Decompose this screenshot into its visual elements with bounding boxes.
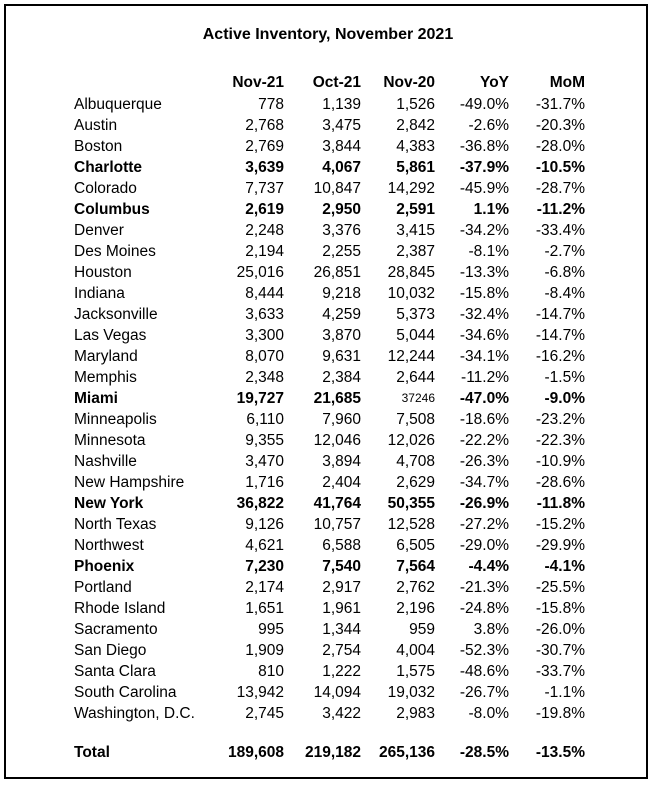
table-row xyxy=(6,493,650,514)
row-name: San Diego xyxy=(74,642,147,659)
row-name: Des Moines xyxy=(74,243,156,260)
row-name: Washington, D.C. xyxy=(74,705,195,722)
row-nov20: 7,564 xyxy=(396,558,435,575)
row-oct21: 9,631 xyxy=(322,348,361,365)
row-mom: -9.0% xyxy=(544,390,585,407)
total-label: Total xyxy=(74,744,110,761)
row-yoy: -45.9% xyxy=(459,180,509,197)
row-mom: -20.3% xyxy=(535,117,585,134)
row-yoy: 3.8% xyxy=(473,621,509,638)
row-nov21: 4,621 xyxy=(245,537,284,554)
row-oct21: 2,404 xyxy=(322,474,361,491)
row-yoy: -34.7% xyxy=(459,474,509,491)
row-name: North Texas xyxy=(74,516,157,533)
row-nov21: 810 xyxy=(258,663,284,680)
row-nov20: 6,505 xyxy=(396,537,435,554)
table-row xyxy=(6,367,650,388)
row-nov20: 959 xyxy=(409,621,435,638)
row-yoy: -4.4% xyxy=(468,558,509,575)
row-nov21: 19,727 xyxy=(236,390,284,407)
row-nov21: 2,745 xyxy=(245,705,284,722)
header-nov20: Nov-20 xyxy=(383,74,435,91)
total-mom: -13.5% xyxy=(535,744,585,761)
row-nov20: 4,708 xyxy=(396,453,435,470)
table-row xyxy=(6,157,650,178)
row-name: Minnesota xyxy=(74,432,146,449)
row-nov21: 3,470 xyxy=(245,453,284,470)
row-yoy: -36.8% xyxy=(459,138,509,155)
row-yoy: -13.3% xyxy=(459,264,509,281)
row-nov20: 2,644 xyxy=(396,369,435,386)
row-name: Rhode Island xyxy=(74,600,166,617)
row-mom: -33.7% xyxy=(535,663,585,680)
row-nov20: 2,842 xyxy=(396,117,435,134)
row-name: Nashville xyxy=(74,453,137,470)
row-yoy: -8.0% xyxy=(468,705,509,722)
row-mom: -6.8% xyxy=(544,264,585,281)
row-oct21: 4,259 xyxy=(322,306,361,323)
row-nov21: 9,355 xyxy=(245,432,284,449)
row-name: Maryland xyxy=(74,348,138,365)
row-nov20: 1,575 xyxy=(396,663,435,680)
header-nov21: Nov-21 xyxy=(232,74,284,91)
row-yoy: -11.2% xyxy=(461,369,509,386)
inventory-table-frame xyxy=(4,4,648,779)
row-yoy: -15.8% xyxy=(459,285,509,302)
table-row xyxy=(6,220,650,241)
row-oct21: 4,067 xyxy=(322,159,361,176)
row-oct21: 9,218 xyxy=(322,285,361,302)
total-oct21: 219,182 xyxy=(304,744,361,761)
row-mom: -15.2% xyxy=(535,516,585,533)
total-yoy: -28.5% xyxy=(459,744,509,761)
row-oct21: 3,422 xyxy=(322,705,361,722)
row-yoy: -34.1% xyxy=(459,348,509,365)
row-nov21: 36,822 xyxy=(236,495,284,512)
row-mom: -14.7% xyxy=(535,306,585,323)
row-nov21: 8,444 xyxy=(245,285,284,302)
table-row xyxy=(6,241,650,262)
row-nov21: 25,016 xyxy=(236,264,284,281)
row-nov20: 2,983 xyxy=(396,705,435,722)
table-row xyxy=(6,682,650,703)
row-mom: -11.8% xyxy=(536,495,585,512)
row-mom: -4.1% xyxy=(544,558,585,575)
row-oct21: 10,847 xyxy=(313,180,361,197)
row-oct21: 1,961 xyxy=(322,600,361,617)
row-mom: -19.8% xyxy=(535,705,585,722)
row-mom: -25.5% xyxy=(535,579,585,596)
row-nov21: 995 xyxy=(258,621,284,638)
table-row xyxy=(6,619,650,640)
row-nov21: 2,768 xyxy=(245,117,284,134)
table-row xyxy=(6,262,650,283)
row-oct21: 2,950 xyxy=(322,201,361,218)
row-yoy: -8.1% xyxy=(468,243,509,260)
row-nov21: 8,070 xyxy=(245,348,284,365)
table-row xyxy=(6,94,650,115)
row-oct21: 1,344 xyxy=(322,621,361,638)
row-nov20: 14,292 xyxy=(387,180,435,197)
row-nov20: 1,526 xyxy=(396,96,435,113)
row-nov20: 19,032 xyxy=(387,684,435,701)
table-row xyxy=(6,388,650,409)
table-row xyxy=(6,556,650,577)
row-nov20: 10,032 xyxy=(387,285,435,302)
header-yoy: YoY xyxy=(480,74,509,91)
row-yoy: -24.8% xyxy=(459,600,509,617)
row-nov21: 7,737 xyxy=(245,180,284,197)
row-oct21: 21,685 xyxy=(313,390,361,407)
row-mom: -23.2% xyxy=(535,411,585,428)
total-nov21: 189,608 xyxy=(227,744,284,761)
table-row xyxy=(6,409,650,430)
row-mom: -15.8% xyxy=(535,600,585,617)
table-row xyxy=(6,703,650,724)
row-nov20: 2,196 xyxy=(396,600,435,617)
row-mom: -31.7% xyxy=(535,96,585,113)
row-mom: -8.4% xyxy=(544,285,585,302)
row-nov20: 5,373 xyxy=(396,306,435,323)
row-mom: -26.0% xyxy=(535,621,585,638)
row-oct21: 2,255 xyxy=(322,243,361,260)
row-nov20: 5,044 xyxy=(396,327,435,344)
row-oct21: 10,757 xyxy=(313,516,361,533)
row-yoy: -18.6% xyxy=(459,411,509,428)
table-row xyxy=(6,598,650,619)
table-row xyxy=(6,661,650,682)
row-name: Colorado xyxy=(74,180,137,197)
row-nov20: 3,415 xyxy=(396,222,435,239)
row-name: Jacksonville xyxy=(74,306,158,323)
row-oct21: 1,222 xyxy=(322,663,361,680)
table-row xyxy=(6,535,650,556)
row-yoy: -26.9% xyxy=(459,495,509,512)
row-name: Denver xyxy=(74,222,124,239)
row-mom: -16.2% xyxy=(535,348,585,365)
table-row xyxy=(6,577,650,598)
row-yoy: -29.0% xyxy=(459,537,509,554)
row-oct21: 2,917 xyxy=(322,579,361,596)
row-nov20: 4,383 xyxy=(396,138,435,155)
table-row xyxy=(6,514,650,535)
total-row xyxy=(6,742,650,763)
row-nov20: 37246 xyxy=(401,391,435,405)
table-row xyxy=(6,115,650,136)
row-nov20: 2,387 xyxy=(396,243,435,260)
row-name: Houston xyxy=(74,264,132,281)
row-nov20: 4,004 xyxy=(396,642,435,659)
row-oct21: 12,046 xyxy=(313,432,361,449)
table-row xyxy=(6,283,650,304)
row-nov21: 2,769 xyxy=(245,138,284,155)
row-yoy: -21.3% xyxy=(459,579,509,596)
row-oct21: 7,960 xyxy=(322,411,361,428)
row-oct21: 3,844 xyxy=(322,138,361,155)
row-mom: -29.9% xyxy=(535,537,585,554)
row-nov20: 50,355 xyxy=(387,495,435,512)
row-name: Miami xyxy=(74,390,118,407)
table-row xyxy=(6,640,650,661)
row-oct21: 7,540 xyxy=(322,558,361,575)
row-mom: -28.0% xyxy=(535,138,585,155)
row-name: Austin xyxy=(74,117,118,134)
row-name: Northwest xyxy=(74,537,144,554)
row-yoy: -37.9% xyxy=(459,159,509,176)
row-name: Santa Clara xyxy=(74,663,156,680)
row-oct21: 26,851 xyxy=(313,264,361,281)
row-nov21: 1,651 xyxy=(245,600,284,617)
row-yoy: -34.2% xyxy=(459,222,509,239)
row-nov21: 2,194 xyxy=(245,243,284,260)
row-mom: -28.6% xyxy=(535,474,585,491)
row-yoy: -26.7% xyxy=(459,684,509,701)
row-name: Albuquerque xyxy=(74,96,162,113)
row-yoy: -27.2% xyxy=(459,516,509,533)
row-yoy: -2.6% xyxy=(468,117,509,134)
row-yoy: -34.6% xyxy=(459,327,509,344)
row-name: Charlotte xyxy=(74,159,143,176)
row-name: Sacramento xyxy=(74,621,158,638)
row-nov20: 5,861 xyxy=(396,159,435,176)
row-oct21: 2,754 xyxy=(322,642,361,659)
row-name: Boston xyxy=(74,138,123,155)
row-mom: -11.2% xyxy=(536,201,585,218)
row-yoy: -52.3% xyxy=(459,642,509,659)
row-mom: -1.1% xyxy=(544,684,585,701)
row-name: Phoenix xyxy=(74,558,135,575)
row-mom: -2.7% xyxy=(544,243,585,260)
row-mom: -30.7% xyxy=(535,642,585,659)
row-nov21: 778 xyxy=(258,96,284,113)
table-row xyxy=(6,136,650,157)
row-name: New York xyxy=(74,495,144,512)
row-nov21: 3,300 xyxy=(245,327,284,344)
table-row xyxy=(6,451,650,472)
row-name: Minneapolis xyxy=(74,411,157,428)
row-oct21: 3,894 xyxy=(322,453,361,470)
table-row xyxy=(6,430,650,451)
row-oct21: 41,764 xyxy=(313,495,361,512)
row-nov21: 2,174 xyxy=(245,579,284,596)
table-row xyxy=(6,472,650,493)
row-mom: -10.9% xyxy=(535,453,585,470)
row-mom: -14.7% xyxy=(535,327,585,344)
row-name: Memphis xyxy=(74,369,137,386)
row-name: Indiana xyxy=(74,285,125,302)
row-name: Portland xyxy=(74,579,132,596)
row-nov21: 3,639 xyxy=(245,159,284,176)
row-yoy: -49.0% xyxy=(459,96,509,113)
row-yoy: -47.0% xyxy=(459,390,509,407)
row-nov21: 9,126 xyxy=(245,516,284,533)
row-oct21: 3,475 xyxy=(322,117,361,134)
row-nov21: 7,230 xyxy=(245,558,284,575)
row-nov20: 7,508 xyxy=(396,411,435,428)
row-nov20: 12,026 xyxy=(387,432,435,449)
header-mom: MoM xyxy=(549,74,585,91)
row-name: New Hampshire xyxy=(74,474,185,491)
row-name: South Carolina xyxy=(74,684,177,701)
row-nov20: 2,629 xyxy=(396,474,435,491)
row-oct21: 6,588 xyxy=(322,537,361,554)
row-yoy: -22.2% xyxy=(459,432,509,449)
row-nov21: 1,909 xyxy=(245,642,284,659)
row-nov21: 2,619 xyxy=(245,201,284,218)
row-yoy: -32.4% xyxy=(459,306,509,323)
row-oct21: 2,384 xyxy=(322,369,361,386)
row-mom: -1.5% xyxy=(544,369,585,386)
row-nov21: 13,942 xyxy=(236,684,284,701)
row-nov21: 2,348 xyxy=(245,369,284,386)
row-nov21: 6,110 xyxy=(246,411,284,428)
row-yoy: -48.6% xyxy=(459,663,509,680)
row-yoy: 1.1% xyxy=(473,201,509,218)
header-row xyxy=(6,72,650,93)
row-yoy: -26.3% xyxy=(459,453,509,470)
row-nov20: 2,591 xyxy=(396,201,435,218)
row-mom: -22.3% xyxy=(535,432,585,449)
row-oct21: 14,094 xyxy=(313,684,361,701)
table-row xyxy=(6,325,650,346)
row-oct21: 1,139 xyxy=(322,96,361,113)
row-name: Las Vegas xyxy=(74,327,147,344)
row-nov20: 12,528 xyxy=(387,516,435,533)
row-nov20: 12,244 xyxy=(387,348,435,365)
row-mom: -28.7% xyxy=(535,180,585,197)
table-row xyxy=(6,178,650,199)
table-row xyxy=(6,199,650,220)
row-name: Columbus xyxy=(74,201,150,218)
header-oct21: Oct-21 xyxy=(312,74,361,91)
total-nov20: 265,136 xyxy=(378,744,435,761)
row-nov21: 3,633 xyxy=(245,306,284,323)
row-mom: -33.4% xyxy=(535,222,585,239)
row-nov21: 1,716 xyxy=(245,474,284,491)
table-row xyxy=(6,346,650,367)
table-row xyxy=(6,304,650,325)
row-nov21: 2,248 xyxy=(245,222,284,239)
row-mom: -10.5% xyxy=(535,159,585,176)
row-nov20: 28,845 xyxy=(387,264,435,281)
row-oct21: 3,870 xyxy=(322,327,361,344)
row-oct21: 3,376 xyxy=(322,222,361,239)
table-title: Active Inventory, November 2021 xyxy=(202,26,454,43)
row-nov20: 2,762 xyxy=(396,579,435,596)
